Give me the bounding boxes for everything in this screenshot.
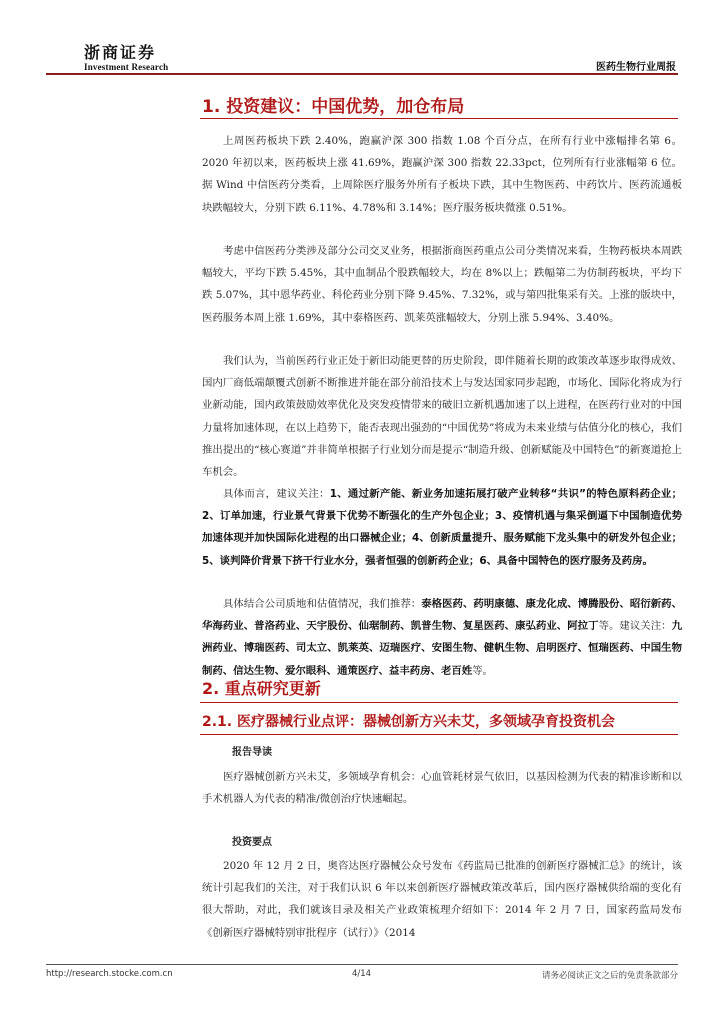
page-number: 4/14 bbox=[352, 969, 372, 979]
report-guide-label: 报告导读 bbox=[232, 747, 272, 758]
section2-title: 2. 重点研究更新 bbox=[202, 679, 321, 698]
investment-points-label: 投资要点 bbox=[232, 837, 272, 848]
suggestion-list: 1、通过新产能、新业务加速拓展打破产业转移“共识”的特色原料药企业；2、订单加速，行业景气背景下优势不断强化的生产外包企业；3、疫情机遇与集采倒逼下中国制造优势加速体现并加快国际化进程的出口器械企业；4、创新质量提升、服务赋能下龙头集中的研发外包企业；5、谈判降价背景下挤干行业水分，强者恒强的创新药企业；6、具备中国特色的医疗服务及药房。 bbox=[202, 488, 682, 567]
section1-paragraph-5 bbox=[202, 593, 682, 682]
section1-paragraph-1: 上周医药板块下跌 2.40%，跑赢沪深 300 指数 1.08 个百分点，在所有行业中涨幅排名第 6。2020 年初以来，医药板块上涨 41.69%，跑赢沪深 300 指数 22.33pct，位列所有行业涨幅第 6 位。据 Wind 中信医药分类看，上周除医疗服务外所有子板块下跌，其中生物医药、中药饮片、医药流通板块跌幅较大，分别下跌 6.11%、4.78%和 3.14%；医疗服务板块微涨 0.51%。 bbox=[202, 135, 682, 214]
subsection-2-1-title: 2.1. 医疗器械行业点评：器械创新方兴未艾，多领域孕育投资机会 bbox=[202, 714, 615, 730]
section1-paragraph-3 bbox=[202, 350, 682, 483]
company-logo bbox=[84, 44, 168, 72]
section2-heading bbox=[202, 676, 321, 699]
logo-chinese-name: 浙商证券 bbox=[84, 43, 157, 62]
investment-points-text: 2020 年 12 月 2 日，奥咨达医疗器械公众号发布《药监局已批准的创新医疗器械汇总》的统计，该统计引起我们的关注，对于我们认识 6 年以来创新医疗器械政策改革后，国内医疗器械供给端的变化有很大帮助，对此，我们就该目录及相关产业政策梳理介绍如下：2014 年 2 月 7 日，国家药监局发布《创新医疗器械特别审批程序（试行）》（2014 bbox=[202, 860, 682, 939]
section1-paragraph-3-text: 我们认为，当前医药行业正处于新旧动能更替的历史阶段，即伴随着长期的政策改革逐步取得成效、国内厂商低端颠覆式创新不断推进并能在部分前沿技术上与发达国家同步起跑，市场化、国际化将成为行业新动能，国内政策鼓励效率优化及突发疫情带来的破旧立新机遇加速了以上进程，在医药行业对的中国力量将加速体现，在以上趋势下，能否表现出强劲的“中国优势”将成为未来业绩与估值分化的核心，我们推出提出的“核心赛道”并非简单根据子行业划分而是提示“制造升级、创新赋能及中国特色”的新赛道抢上车机会。 bbox=[202, 355, 682, 479]
report-guide-text: 医疗器械创新方兴未艾，多领域孕育机会：心血管耗材景气依旧，以基因检测为代表的精准诊断和以手术机器人为代表的精准/微创治疗快速崛起。 bbox=[202, 771, 682, 806]
subsection-2-1-divider bbox=[200, 734, 678, 735]
section1-heading bbox=[202, 92, 464, 117]
section1-paragraph-2: 考虑中信医药分类涉及部分公司交叉业务，根据浙商医药重点公司分类情况来看，生物药板块本周跌幅较大，平均下跌 5.45%，其中血制品个股跌幅较大，均在 8%以上；跌幅第二为仿制药板块，平均下跌 5.07%，其中恩华药业、科伦药业分别下降 9.45%、7.32%，或与第四批集采有关。上涨的版块中，医药服务本周上涨 1.69%，其中泰格医药、凯莱英涨幅较大，分别上涨 5.94%、3.40%。 bbox=[202, 245, 682, 324]
footer-disclaimer: 请务必阅读正文之后的免责条款部分 bbox=[541, 971, 678, 981]
suggestion-lead: 具体而言，建议关注： bbox=[223, 488, 330, 500]
report-type: 医药生物行业周报 bbox=[596, 62, 676, 73]
watch-stocks: 九洲药业、博瑞医药、司太立、凯莱英、迈瑞医疗、安图生物、健帆生物、启明医疗、恒瑞医药、中国生物制药、信达生物、爱尔眼科、通策医疗、益丰药房、老百姓 bbox=[202, 620, 683, 677]
recommended-stocks: 泰格医药、药明康德、康龙化成、博腾股份、昭衍新药、华海药业、普洛药业、天宇股份、仙琚制药、凯普生物、复星医药、康弘药业、阿拉丁 bbox=[202, 598, 683, 633]
section2-divider bbox=[200, 702, 678, 703]
section1-divider bbox=[200, 118, 678, 119]
header-divider bbox=[46, 73, 678, 75]
section1-paragraph-4 bbox=[202, 483, 682, 572]
paragraph-end: 等。 bbox=[472, 664, 493, 677]
footer-divider bbox=[46, 964, 678, 965]
section1-title: 1. 投资建议：中国优势，加仓布局 bbox=[202, 97, 465, 117]
recommend-lead: 具体结合公司质地和估值情况，我们推荐： bbox=[223, 598, 422, 610]
logo-english-name: Investment Research bbox=[84, 62, 169, 72]
watch-lead: 等。建议关注： bbox=[598, 620, 672, 633]
footer-url[interactable]: http://research.stocke.com.cn bbox=[46, 969, 173, 979]
